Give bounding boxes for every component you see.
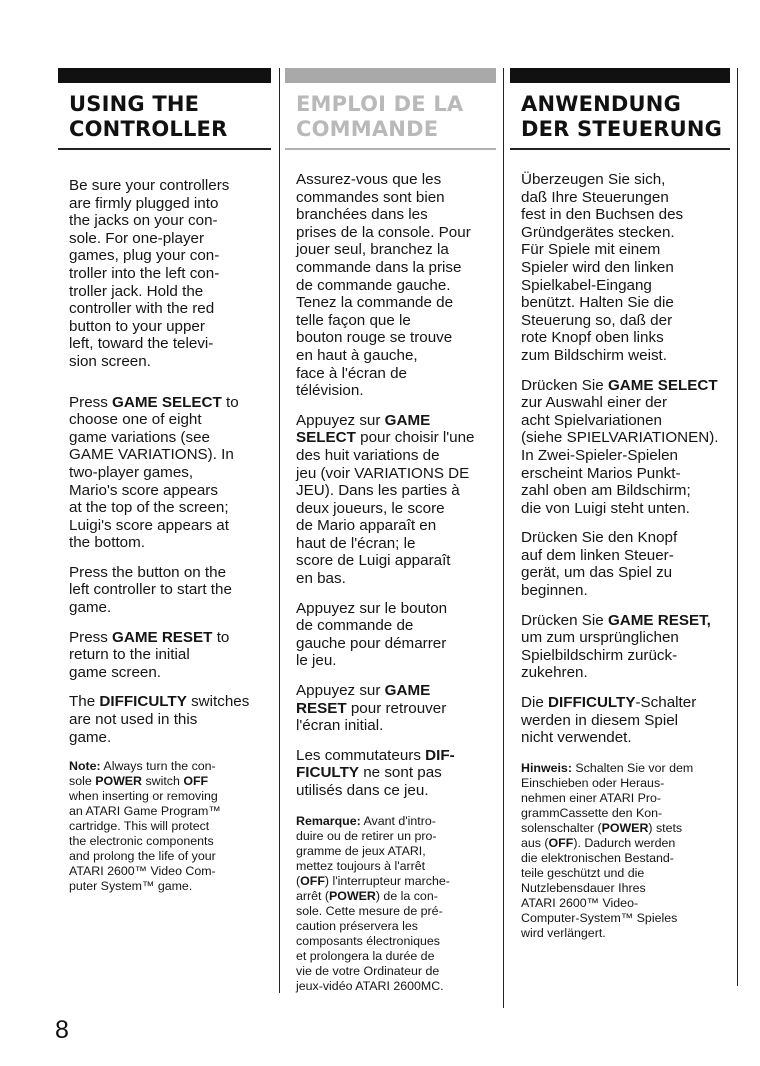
text-line: games, plug your con- (69, 247, 220, 265)
text-line: Press GAME RESET to (69, 628, 230, 646)
text-line: jeu (voir VARIATIONS DE (296, 464, 470, 482)
text-line: Computer-System™ Spieles (521, 910, 678, 925)
text-line: en haut à gauche, (296, 346, 418, 364)
text-line: nehmen einer ATARI Pro- (521, 790, 662, 805)
text-line: daß Ihre Steuerungen (521, 188, 669, 206)
text-line: the jacks on your con- (69, 212, 218, 230)
text-line: auf dem linken Steuer- (521, 546, 674, 564)
text-line: erscheint Marios Punkt- (521, 464, 681, 482)
text-line: (siehe SPIELVARIATIONEN). (521, 429, 719, 447)
safety-note (521, 761, 726, 941)
text-line: Einschieben oder Heraus- (521, 775, 665, 790)
text-line: Gründgerätes stecken. (521, 223, 675, 241)
column-divider-left (279, 68, 280, 993)
column-heading (69, 92, 271, 142)
text-line: acht Spielvariationen (521, 411, 662, 429)
text-line: ATARI 2600™ Video Com- (69, 864, 216, 879)
text-line: prises de la console. Pour (296, 223, 471, 241)
text-line: wird verlängert. (521, 925, 606, 940)
paragraph (69, 564, 267, 617)
text-line: vie de votre Ordinateur de (296, 963, 440, 978)
heading-line: ANWENDUNG (521, 92, 682, 116)
text-line: de commande gauche. (296, 276, 451, 294)
text-line: return to the initial (69, 646, 190, 664)
heading-line: USING THE (69, 92, 200, 116)
text-line: mettez toujours à l'arrêt (296, 858, 426, 873)
text-line: gramme de jeux ATARI, (296, 843, 426, 858)
text-line: l'écran initial. (296, 717, 384, 735)
heading-line: DER STEUERUNG (521, 117, 723, 141)
text-line: are not used in this (69, 711, 198, 729)
text-line: zahl oben am Bildschirm; (521, 482, 691, 500)
text-line: Spielkabel-Eingang (521, 276, 652, 294)
text-line: sion screen. (69, 352, 151, 370)
text-line: Für Spiele mit einem (521, 241, 661, 259)
text-line: choose one of eight (69, 411, 202, 429)
column-french (285, 68, 496, 994)
column-heading (296, 92, 496, 142)
paragraph (296, 682, 492, 735)
text-line: Press the button on the (69, 563, 227, 581)
text-line: die von Luigi steht unten. (521, 499, 690, 517)
column-body (58, 150, 271, 894)
text-line: nicht verwendet. (521, 729, 632, 747)
paragraph (69, 693, 267, 746)
text-line: haut de l'écran; le (296, 534, 416, 552)
text-line: the electronic components (69, 834, 214, 849)
text-line: aus (OFF). Dadurch werden (521, 835, 676, 850)
text-line: Nutzlebensdauer Ihres (521, 880, 646, 895)
text-line: fest in den Buchsen des (521, 206, 684, 224)
column-body (285, 150, 496, 994)
paragraph (521, 612, 726, 682)
page-number: 8 (55, 1016, 69, 1044)
text-line: Appuyez sur GAME (296, 411, 431, 429)
text-line: branchées dans les (296, 206, 428, 224)
text-line: left controller to start the (69, 581, 232, 599)
paragraph (521, 529, 726, 599)
text-line: gauche pour démarrer (296, 634, 447, 652)
text-line: Spieler wird den linken (521, 258, 674, 276)
text-line: et prolongera la durée de (296, 948, 435, 963)
text-line: an ATARI Game Program™ (69, 804, 221, 819)
text-line: jeux-vidéo ATARI 2600MC. (296, 978, 444, 993)
text-line: button to your upper (69, 317, 205, 335)
text-line: Überzeugen Sie sich, (521, 171, 666, 188)
text-line: Mario's score appears (69, 481, 218, 499)
heading-line: CONTROLLER (69, 117, 228, 141)
text-line: zum Bildschirm weist. (521, 346, 667, 364)
text-line: de Mario apparaît en (296, 517, 437, 535)
text-line: rote Knopf oben links (521, 329, 664, 347)
paragraph (521, 694, 726, 747)
text-line: Drücken Sie GAME RESET, (521, 611, 711, 629)
text-line: left, toward the televi- (69, 335, 214, 353)
text-line: GAME VARIATIONS). In (69, 446, 234, 464)
text-line: Luigi's score appears at (69, 516, 229, 534)
text-line: JEU). Dans les parties à (296, 482, 460, 500)
safety-note (69, 759, 267, 894)
text-line: des huit variations de (296, 446, 440, 464)
text-line: jouer seul, branchez la (296, 241, 449, 259)
text-line: zur Auswahl einer der (521, 394, 668, 412)
column-divider-middle (503, 68, 504, 1008)
text-line: In Zwei-Spieler-Spielen (521, 446, 679, 464)
text-line: die elektronischen Bestand- (521, 850, 674, 865)
text-line: game. (69, 599, 112, 617)
text-line: (OFF) l'interrupteur marche- (296, 873, 450, 888)
text-line: Les commutateurs DIF- (296, 746, 455, 764)
text-line: deux joueurs, le score (296, 499, 445, 517)
paragraph (521, 377, 726, 518)
text-line: Drücken Sie den Knopf (521, 529, 678, 547)
heading-bar (285, 68, 496, 83)
paragraph (296, 747, 492, 800)
text-line: solenschalter (POWER) stets (521, 820, 683, 835)
text-line: puter System™ game. (69, 879, 193, 894)
text-line: FICULTY ne sont pas (296, 764, 442, 782)
column-divider-right (737, 68, 738, 986)
paragraph (69, 177, 267, 371)
text-line: Appuyez sur le bouton (296, 599, 448, 617)
text-line: sole. Cette mesure de pré- (296, 903, 443, 918)
text-line: Press GAME SELECT to (69, 393, 239, 411)
heading-line: EMPLOI DE LA (296, 92, 464, 116)
text-line: télévision. (296, 382, 364, 400)
text-line: teile geschützt und die (521, 865, 645, 880)
text-line: cartridge. This will protect (69, 819, 210, 834)
column-body (510, 150, 730, 941)
heading-bar (58, 68, 271, 83)
text-line: arrêt (POWER) de la con- (296, 888, 438, 903)
paragraph (296, 412, 492, 588)
text-line: commande dans la prise (296, 258, 462, 276)
text-line: Steuerung so, daß der (521, 311, 673, 329)
text-line: bouton rouge se trouve (296, 329, 453, 347)
text-line: Remarque: Avant d'intro- (296, 813, 436, 828)
text-line: Spielbildschirm zurück- (521, 646, 678, 664)
text-line: when inserting or removing (69, 789, 218, 804)
text-line: at the top of the screen; (69, 499, 229, 517)
paragraph (69, 629, 267, 682)
heading-bar (510, 68, 730, 83)
text-line: RESET pour retrouver (296, 699, 447, 717)
heading-line: COMMANDE (296, 117, 439, 141)
text-line: Tenez la commande de (296, 294, 454, 312)
text-line: en bas. (296, 570, 346, 588)
paragraph (69, 394, 267, 552)
text-line: werden in diesem Spiel (521, 711, 679, 729)
text-line: telle façon que le (296, 311, 411, 329)
text-line: score de Luigi apparaît (296, 552, 451, 570)
safety-note (296, 814, 492, 994)
column-english (58, 68, 271, 894)
text-line: grammCassette den Kon- (521, 805, 663, 820)
text-line: benützt. Halten Sie die (521, 294, 674, 312)
text-line: controller with the red (69, 300, 215, 318)
text-line: game. (69, 728, 112, 746)
text-line: Be sure your controllers (69, 177, 230, 194)
text-line: gerät, um das Spiel zu (521, 564, 673, 582)
column-german (510, 68, 730, 941)
text-line: The DIFFICULTY switches (69, 693, 250, 711)
text-line: sole. For one-player (69, 229, 205, 247)
text-line: troller jack. Hold the (69, 282, 204, 300)
text-line: troller into the left con- (69, 264, 220, 282)
paragraph (296, 171, 492, 400)
text-line: Drücken Sie GAME SELECT (521, 376, 718, 394)
text-line: composants électroniques (296, 933, 440, 948)
text-line: de commande de (296, 617, 414, 635)
paragraph (296, 600, 492, 670)
text-line: Assurez-vous que les (296, 171, 442, 188)
text-line: sole POWER switch OFF (69, 774, 209, 789)
text-line: the bottom. (69, 534, 145, 552)
text-line: Note: Always turn the con- (69, 759, 216, 774)
text-line: duire ou de retirer un pro- (296, 828, 437, 843)
text-line: two-player games, (69, 463, 194, 481)
text-line: SELECT pour choisir l'une (296, 429, 475, 447)
text-line: Appuyez sur GAME (296, 682, 431, 700)
text-line: um zum ursprünglichen (521, 629, 679, 647)
text-line: face à l'écran de (296, 364, 407, 382)
text-line: utilisés dans ce jeu. (296, 782, 429, 799)
text-line: Die DIFFICULTY-Schalter (521, 694, 697, 712)
text-line: caution préservera les (296, 918, 418, 933)
text-line: beginnen. (521, 582, 588, 600)
text-line: Hinweis: Schalten Sie vor dem (521, 760, 694, 775)
text-line: ATARI 2600™ Video- (521, 895, 639, 910)
column-heading (521, 92, 730, 142)
text-line: game screen. (69, 663, 162, 681)
text-line: are firmly plugged into (69, 194, 219, 212)
text-line: le jeu. (296, 652, 337, 670)
text-line: game variations (see (69, 428, 210, 446)
text-line: and prolong the life of your (69, 849, 216, 864)
text-line: zukehren. (521, 664, 588, 682)
text-line: commandes sont bien (296, 188, 445, 206)
paragraph (521, 171, 726, 365)
